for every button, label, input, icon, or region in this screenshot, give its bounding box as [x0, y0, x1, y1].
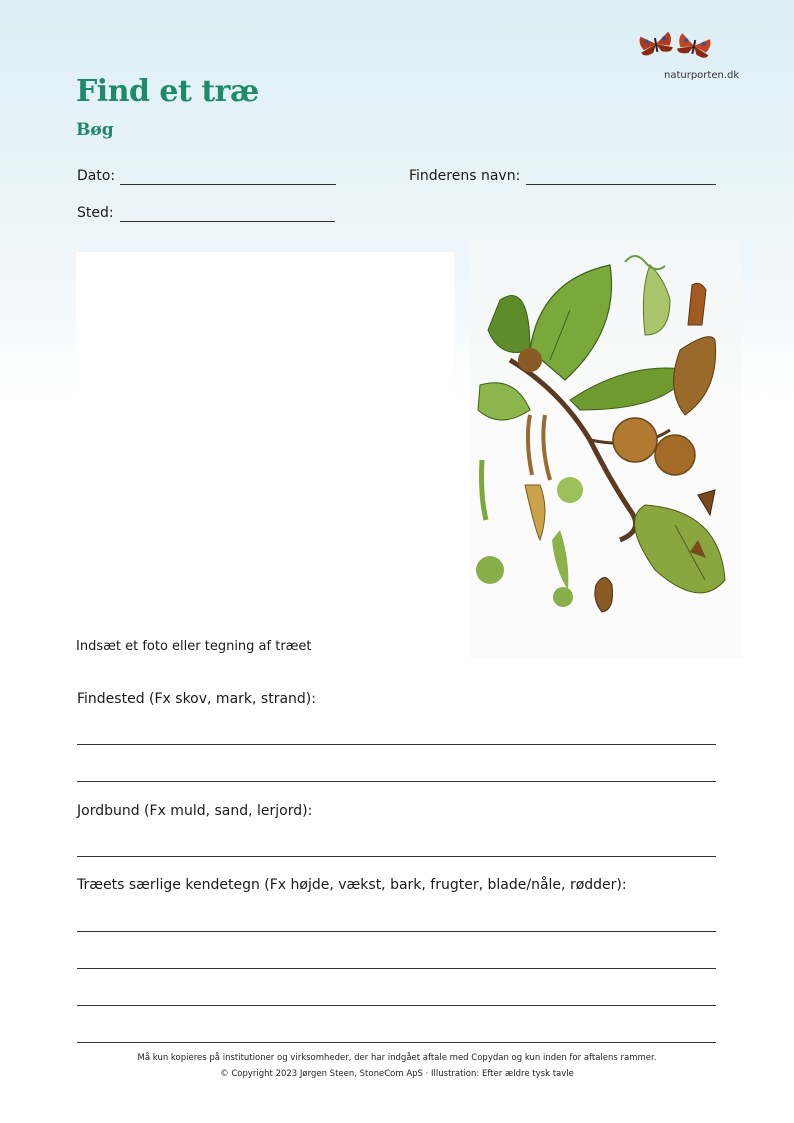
soil-answer-line[interactable]	[77, 856, 716, 857]
section-label-location: Findested (Fx skov, mark, strand):	[77, 691, 316, 707]
copyright-credit: © Copyright 2023 Jørgen Steen, StoneCom ApS · Illustration: Efter ældre tysk tavle	[220, 1069, 574, 1079]
features-answer-line[interactable]	[77, 1005, 716, 1006]
copyright-notice: Må kun kopieres på institutioner og virksomheder, der har indgået aftale med Copydan og kun inden for aftalens rammer.	[137, 1053, 657, 1063]
photo-caption: Indsæt et foto eller tegning af træet	[76, 639, 312, 654]
place-label: Sted:	[77, 205, 114, 221]
finder-name-field[interactable]	[526, 184, 716, 185]
location-answer-line[interactable]	[77, 781, 716, 782]
features-answer-line[interactable]	[77, 931, 716, 932]
page-title: Find et træ	[76, 74, 259, 109]
butterflies-icon	[636, 28, 716, 62]
date-field[interactable]	[120, 184, 336, 185]
site-url: naturporten.dk	[664, 70, 740, 81]
beech-botanical-plate-image	[470, 240, 742, 658]
finder-name-label: Finderens navn:	[409, 168, 521, 184]
features-answer-line[interactable]	[77, 968, 716, 969]
page-subtitle: Bøg	[76, 120, 114, 140]
features-answer-line[interactable]	[77, 1042, 716, 1043]
photo-placeholder[interactable]	[76, 252, 454, 626]
place-field[interactable]	[120, 221, 335, 222]
date-label: Dato:	[77, 168, 116, 184]
location-answer-line[interactable]	[77, 744, 716, 745]
section-label-soil: Jordbund (Fx muld, sand, lerjord):	[77, 803, 313, 819]
section-label-features: Træets særlige kendetegn (Fx højde, vækst, bark, frugter, blade/nåle, rødder):	[77, 877, 627, 893]
